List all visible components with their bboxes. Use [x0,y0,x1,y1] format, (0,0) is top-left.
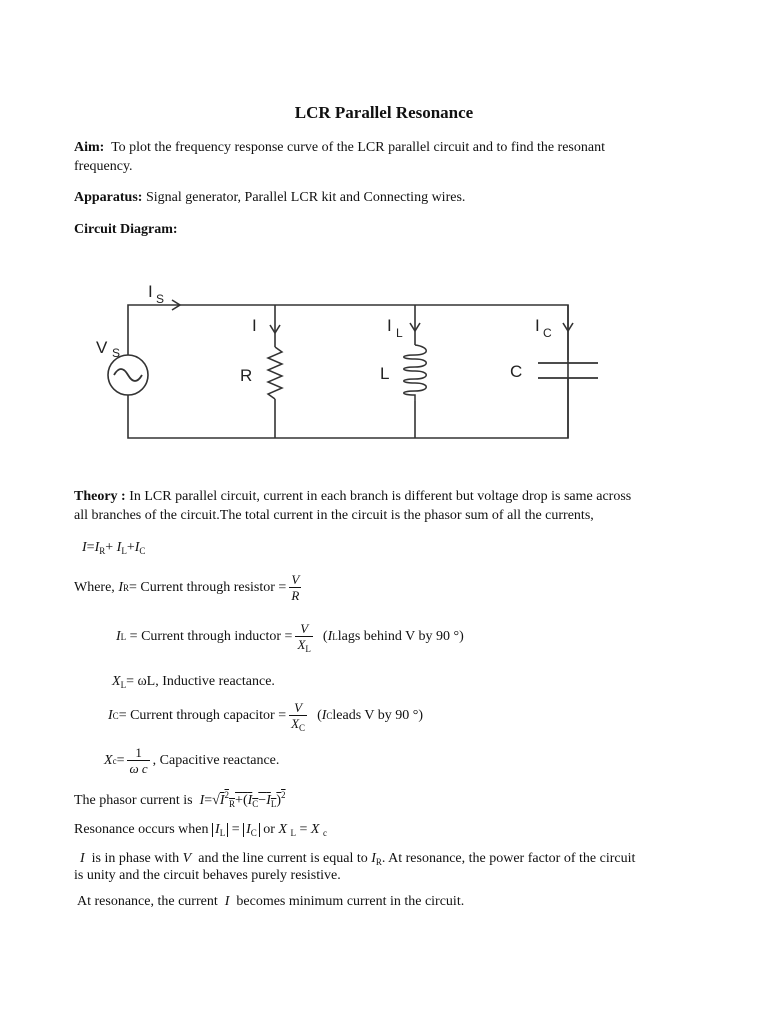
resonance-condition-line: Resonance occurs when $I_L = I_C$ or X $_L$ = X $_c$ [74,822,327,838]
apparatus-line [74,188,465,207]
apparatus-text: Signal generator, Parallel LCR kit and Connecting wires. [145,190,466,205]
resistor-current-line: Where, I R = Current through resistor = $\frac{V}{R}$ [74,572,300,603]
circuit-wire-loop [128,305,568,438]
vs-label: V [96,338,108,357]
circuit-diagram [90,275,610,450]
inductive-reactance-line: $X_L= \omega L$, Inductive reactance. [112,674,275,690]
phase-line-2: is unity and the circuit behaves purely resistive. [74,868,341,883]
aim-line-2: frequency. [74,159,133,174]
aim-line [74,138,605,157]
one-over-omega-c: $\frac{1}{\text{ω c}}$ [129,745,148,776]
r-label: R [240,366,253,385]
capacitor-current-line: I C = Current through capacitor = $\frac{V}{X_C}$ ( I C leads V by 90 ° ) [108,700,424,733]
inductor-symbol [402,345,428,401]
theory-line-2: all branches of the circuit.The total current in the circuit is the phasor sum of all the currents, [74,508,594,523]
circuit-heading: Circuit Diagram: [74,222,178,237]
i-label: I [252,316,257,335]
ic-label: I [535,316,540,335]
v-over-xc: $\frac{V}{X_C}$ [291,700,306,733]
aim-text: To plot the frequency response curve of the LCR parallel circuit and to find the resonant [111,140,605,155]
ic-sub: C [543,326,552,340]
v-over-r: $\frac{V}{R}$ [291,572,300,603]
resistor-symbol [266,347,284,399]
theory-text-1: In LCR parallel circuit, current in each branch is different but voltage drop is same across [129,489,632,504]
total-current-equation: $I=I_R+ I_L+I_C$ [82,540,146,556]
l-label: L [380,364,390,383]
theory-label: Theory : [74,489,126,504]
page-title: LCR Parallel Resonance [294,103,474,122]
is-sub: S [156,292,165,306]
v-over-xl: $\frac{V}{X_L}$ [297,621,311,654]
source-symbol [106,355,150,395]
inductor-current-line: I L = Current through inductor = $\frac{V}{X_L}$ ( I L lags behind V by 90 ° ) [116,621,464,654]
phase-line-1: I is in phase with V and the line current is equal to $I_R$. At resonance, the power factor of the circuit [80,851,636,867]
phasor-current-line: The phasor current is $I=√I^2_R+(I_C-I_L)^2$ [74,790,286,809]
c-label: C [510,362,523,381]
apparatus-label: Apparatus: [74,190,143,205]
il-sub: L [396,326,403,340]
theory-line-1 [74,487,631,506]
is-label: I [148,282,153,301]
minimum-current-line: At resonance, the current I becomes minimum current in the circuit. [77,894,465,909]
aim-label: Aim: [74,140,105,155]
capacitive-reactance-line: X c = $\frac{1}{\text{ω c}}$ , Capacitive reactance. [104,745,280,776]
vs-sub: S [112,346,121,360]
il-label: I [387,316,392,335]
